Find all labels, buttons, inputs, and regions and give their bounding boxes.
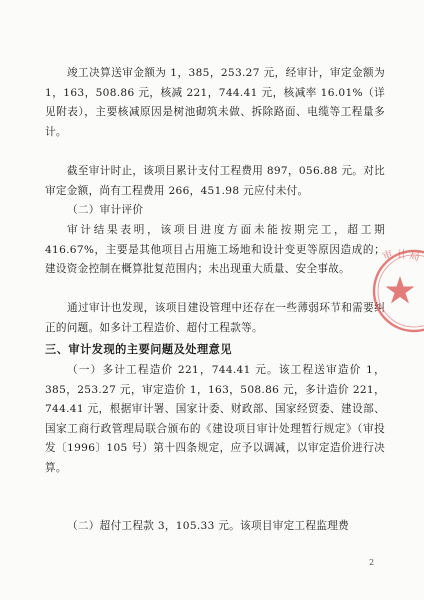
svg-text:审: 审 — [381, 249, 395, 263]
official-seal-stamp — [352, 246, 424, 336]
svg-text:局: 局 — [408, 250, 421, 264]
paragraph-overpayment: （二）超付工程款 3，105.33 元。该项目审定工程监理费 — [67, 520, 350, 532]
subheading-audit-evaluation: （二）审计评价 — [67, 204, 144, 216]
paragraph-overstated-cost: （一）多计工程造价 221，744.41 元。该工程送审造价 1，385，253.27 元，审定造价 1，163，508.86 元，多计造价 221，744.41 元，根据审计署、国家计委、财政部、国家经贸委、建设部、国家工商行政管理局联合颁布的《建设项目审计处理暂行规定》（审投发〔1996〕105 号）第十四条规定，应予以调减，以审定造价进行决算。 — [45, 364, 385, 474]
section-heading-main-issues: 三、审计发现的主要问题及处理意见 — [45, 343, 233, 356]
page-number: 2 — [369, 558, 375, 567]
svg-text:计: 计 — [397, 250, 407, 261]
paragraph-audit-results: 审计结果表明，该项目进度方面未能按期完工，超工期 416.67%，主要是其他项目占用施工场地和设计变更等原因造成的；建设资金控制在概算批复范围内；未出现重大质量、安全事故。 — [45, 224, 385, 276]
paragraph-weak-links: 通过审计也发现，该项目建设管理中还存在一些薄弱环节和需要纠正的问题。如多计工程造价、超付工程款等。 — [45, 302, 385, 334]
paragraph-settlement-amount: 竣工决算送审金额为 1，385，253.27 元，经审计，审定金额为 1，163，508.86 元，核减 221，744.41 元，核减率 16.01%（详见附表），主要核减原因是树池砌筑未做、拆除路面、电缆等工程量多计。 — [45, 67, 385, 138]
paragraph-payment-status: 截至审计时止，该项目累计支付工程费用 897，056.88 元。对比审定金额，尚有工程费用 266，451.98 元应付未付。 — [45, 165, 385, 197]
